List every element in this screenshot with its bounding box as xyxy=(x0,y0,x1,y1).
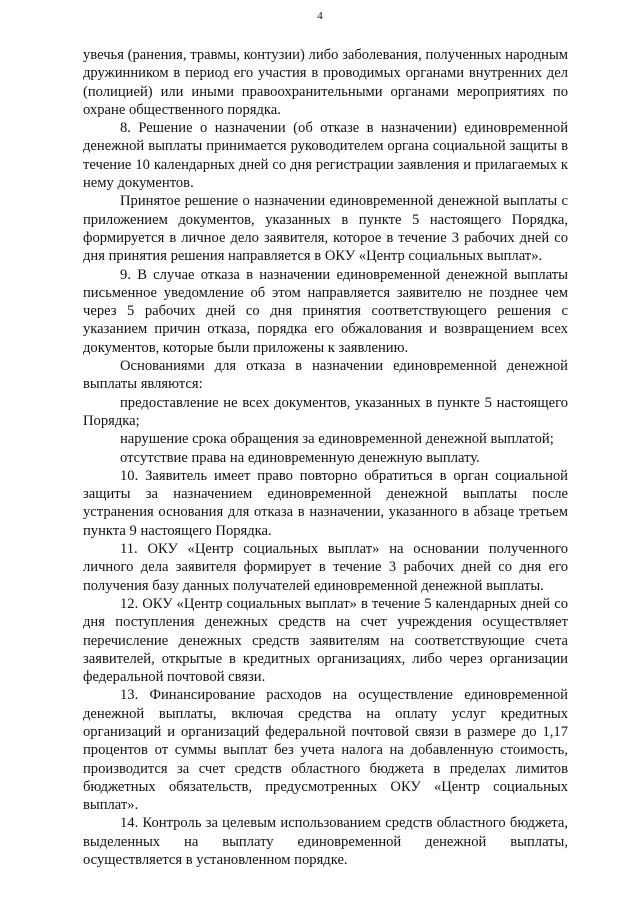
paragraph: 12. ОКУ «Центр социальных выплат» в течение 5 календарных дней со дня поступления денежных средств на счет учреждения осуществляет перечисление денежных средств заявителям на соответствующие счета заявителей, открытые в кредитных организациях, либо через организации федеральной почтовой связи. xyxy=(83,595,568,686)
paragraph: увечья (ранения, травмы, контузии) либо заболевания, полученных народным дружинником в период его участия в проводимых органами внутренних дел (полицией) или иными правоохранительными органами мероприятиях по охране общественного порядка. xyxy=(83,47,568,118)
paragraph: отсутствие права на единовременную денежную выплату. xyxy=(120,449,480,466)
paragraph: 13. Финансирование расходов на осуществление единовременной денежной выплаты, включая средства на оплату услуг кредитных организаций и организаций федеральной почтовой связи в размере до 1,17 процентов от суммы выплат без учета налога на добавленную стоимость, производится за счет средств областного бюджета в пределах лимитов бюджетных обязательств, предусмотренных ОКУ «Центр социальных выплат». xyxy=(83,687,568,814)
paragraph: 8. Решение о назначении (об отказе в назначении) единовременной денежной выплаты принимается руководителем органа социальной защиты в течение 10 календарных дней со дня регистрации заявления и прилагаемых к нему документов. xyxy=(83,120,568,192)
paragraph: Принятое решение о назначении единовременной денежной выплаты с приложением документов, указанных в пункте 5 настоящего Порядка, формируется в личное дело заявителя, которое в течение 3 рабочих дней со дня принятия решения направляется в ОКУ «Центр социальных выплат». xyxy=(83,193,568,265)
paragraph: 14. Контроль за целевым использованием средств областного бюджета, выделенных на выплату единовременной денежной выплаты, осуществляется в установленном порядке. xyxy=(83,815,568,869)
paragraph: 10. Заявитель имеет право повторно обратиться в орган социальной защиты за назначением единовременной денежной выплаты после устранения основания для отказа в назначении, указанного в абзаце третьем пункта 9 настоящего Порядка. xyxy=(83,467,568,539)
document-body xyxy=(83,46,568,869)
paragraph: предоставление не всех документов, указанных в пункте 5 настоящего Порядка; xyxy=(83,394,568,429)
paragraph: Основаниями для отказа в назначении единовременной денежной выплаты являются: xyxy=(83,358,568,393)
paragraph: 11. ОКУ «Центр социальных выплат» на основании полученного личного дела заявителя формирует в течение 3 рабочих дней со дня его получения базу данных получателей единовременной денежной выплаты. xyxy=(83,541,568,594)
paragraph: 9. В случае отказа в назначении единовременной денежной выплаты письменное уведомление об этом направляется заявителю не позднее чем через 5 рабочих дней со дня принятия соответствующего решения с указанием причин отказа, порядка его обжалования и возвращением всех документов, которые были приложены к заявлению. xyxy=(83,266,568,356)
paragraph: нарушение срока обращения за единовременной денежной выплатой; xyxy=(120,431,554,448)
page-number: 4 xyxy=(317,10,323,22)
